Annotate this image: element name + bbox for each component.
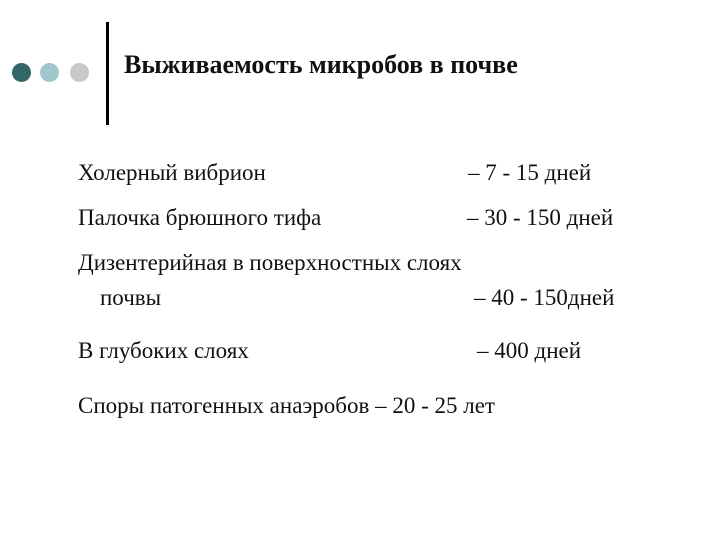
row-value-cholera: – 7 - 15 дней: [468, 160, 592, 185]
title-vertical-rule: [106, 22, 109, 125]
row-label-cholera: Холерный вибрион: [78, 160, 266, 185]
row-value-dysentery: – 40 - 150дней: [474, 285, 615, 310]
bullet-dot-teal-icon: [40, 63, 59, 82]
row-label-dysentery-cont: почвы: [100, 285, 162, 310]
row-label-dysentery: Дизентерийная в поверхностных слоях: [78, 250, 462, 275]
row-value-typhoid: – 30 - 150 дней: [467, 205, 614, 230]
row-anaerobe-spores: Споры патогенных анаэробов – 20 - 25 лет: [78, 393, 495, 418]
row-value-deep-layers: – 400 дней: [477, 338, 582, 363]
row-label-typhoid: Палочка брюшного тифа: [78, 205, 322, 230]
bullet-dot-gray-icon: [70, 63, 89, 82]
bullet-dot-dark-icon: [12, 63, 31, 82]
row-label-deep-layers: В глубоких слоях: [78, 338, 249, 363]
slide-title: Выживаемость микробов в почве: [124, 50, 518, 79]
